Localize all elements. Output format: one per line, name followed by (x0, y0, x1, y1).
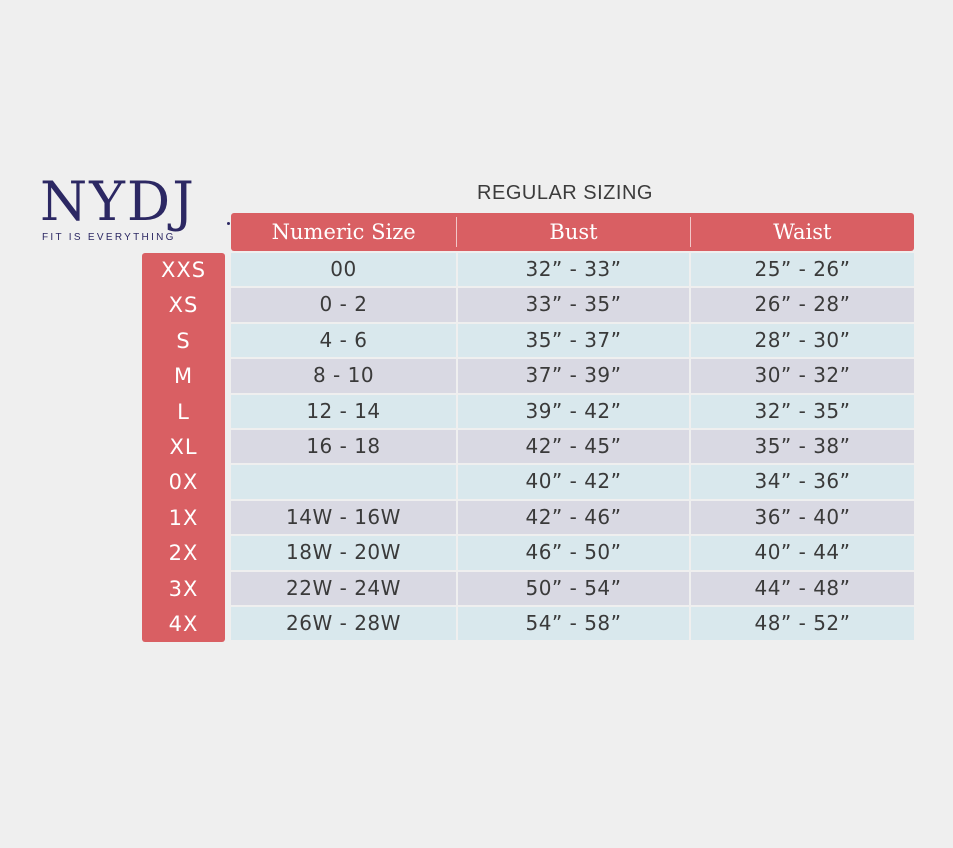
table-row (231, 536, 914, 569)
size-label: L (177, 399, 190, 424)
size-label: 2X (168, 541, 199, 566)
numeric-size-cell: 26W - 28W (231, 607, 456, 640)
bust-cell: 32” - 33” (458, 253, 689, 286)
waist-cell: 40” - 44” (691, 536, 914, 569)
logo-registered-mark (227, 222, 230, 225)
logo-wordmark: NYDJ (40, 170, 196, 233)
waist-cell: 32” - 35” (691, 395, 914, 428)
bust-cell: 33” - 35” (458, 288, 689, 321)
table-row (231, 572, 914, 605)
table-row (231, 253, 914, 286)
brand-logo (40, 170, 240, 250)
numeric-size-cell: 00 (231, 253, 456, 286)
size-label: S (176, 328, 191, 353)
size-label: XXS (160, 258, 207, 282)
size-label: XL (169, 434, 198, 459)
numeric-size-cell: 18W - 20W (231, 536, 456, 569)
waist-cell: 26” - 28” (691, 288, 914, 321)
bust-cell: 40” - 42” (458, 465, 689, 498)
size-label: XS (168, 293, 199, 318)
bust-cell: 50” - 54” (458, 572, 689, 605)
size-label: 3X (168, 576, 199, 601)
column-header-bust: Bust (549, 220, 598, 244)
table-row (231, 395, 914, 428)
bust-cell: 42” - 46” (458, 501, 689, 534)
waist-cell: 25” - 26” (691, 253, 914, 286)
table-row (231, 324, 914, 357)
chart-heading: REGULAR SIZING (477, 182, 653, 204)
numeric-size-cell: 8 - 10 (231, 359, 456, 392)
size-label: 1X (168, 505, 199, 530)
table-row (231, 288, 914, 321)
bust-cell: 54” - 58” (458, 607, 689, 640)
waist-cell: 28” - 30” (691, 324, 914, 357)
logo-tagline: FIT IS EVERYTHING (42, 232, 176, 243)
waist-cell: 48” - 52” (691, 607, 914, 640)
waist-cell: 44” - 48” (691, 572, 914, 605)
table-row (231, 430, 914, 463)
numeric-size-cell: 22W - 24W (231, 572, 456, 605)
bust-cell: 39” - 42” (458, 395, 689, 428)
numeric-size-cell: 16 - 18 (231, 430, 456, 463)
waist-cell: 36” - 40” (691, 501, 914, 534)
table-row (231, 359, 914, 392)
waist-cell: 34” - 36” (691, 465, 914, 498)
size-label: 4X (168, 611, 199, 636)
bust-cell: 37” - 39” (458, 359, 689, 392)
bust-cell: 42” - 45” (458, 430, 689, 463)
numeric-size-cell (231, 465, 456, 498)
numeric-size-cell: 12 - 14 (231, 395, 456, 428)
numeric-size-cell: 0 - 2 (231, 288, 456, 321)
numeric-size-cell: 14W - 16W (231, 501, 456, 534)
size-label: M (173, 364, 194, 389)
size-table-body (231, 253, 914, 642)
table-row (231, 501, 914, 534)
numeric-size-cell: 4 - 6 (231, 324, 456, 357)
table-header (231, 213, 914, 251)
column-header-waist: Waist (773, 220, 832, 244)
column-header-numeric-size: Numeric Size (271, 220, 416, 244)
size-label: 0X (168, 470, 199, 495)
size-label-column (142, 253, 225, 642)
waist-cell: 30” - 32” (691, 359, 914, 392)
table-row (231, 465, 914, 498)
bust-cell: 35” - 37” (458, 324, 689, 357)
bust-cell: 46” - 50” (458, 536, 689, 569)
table-row (231, 607, 914, 640)
waist-cell: 35” - 38” (691, 430, 914, 463)
